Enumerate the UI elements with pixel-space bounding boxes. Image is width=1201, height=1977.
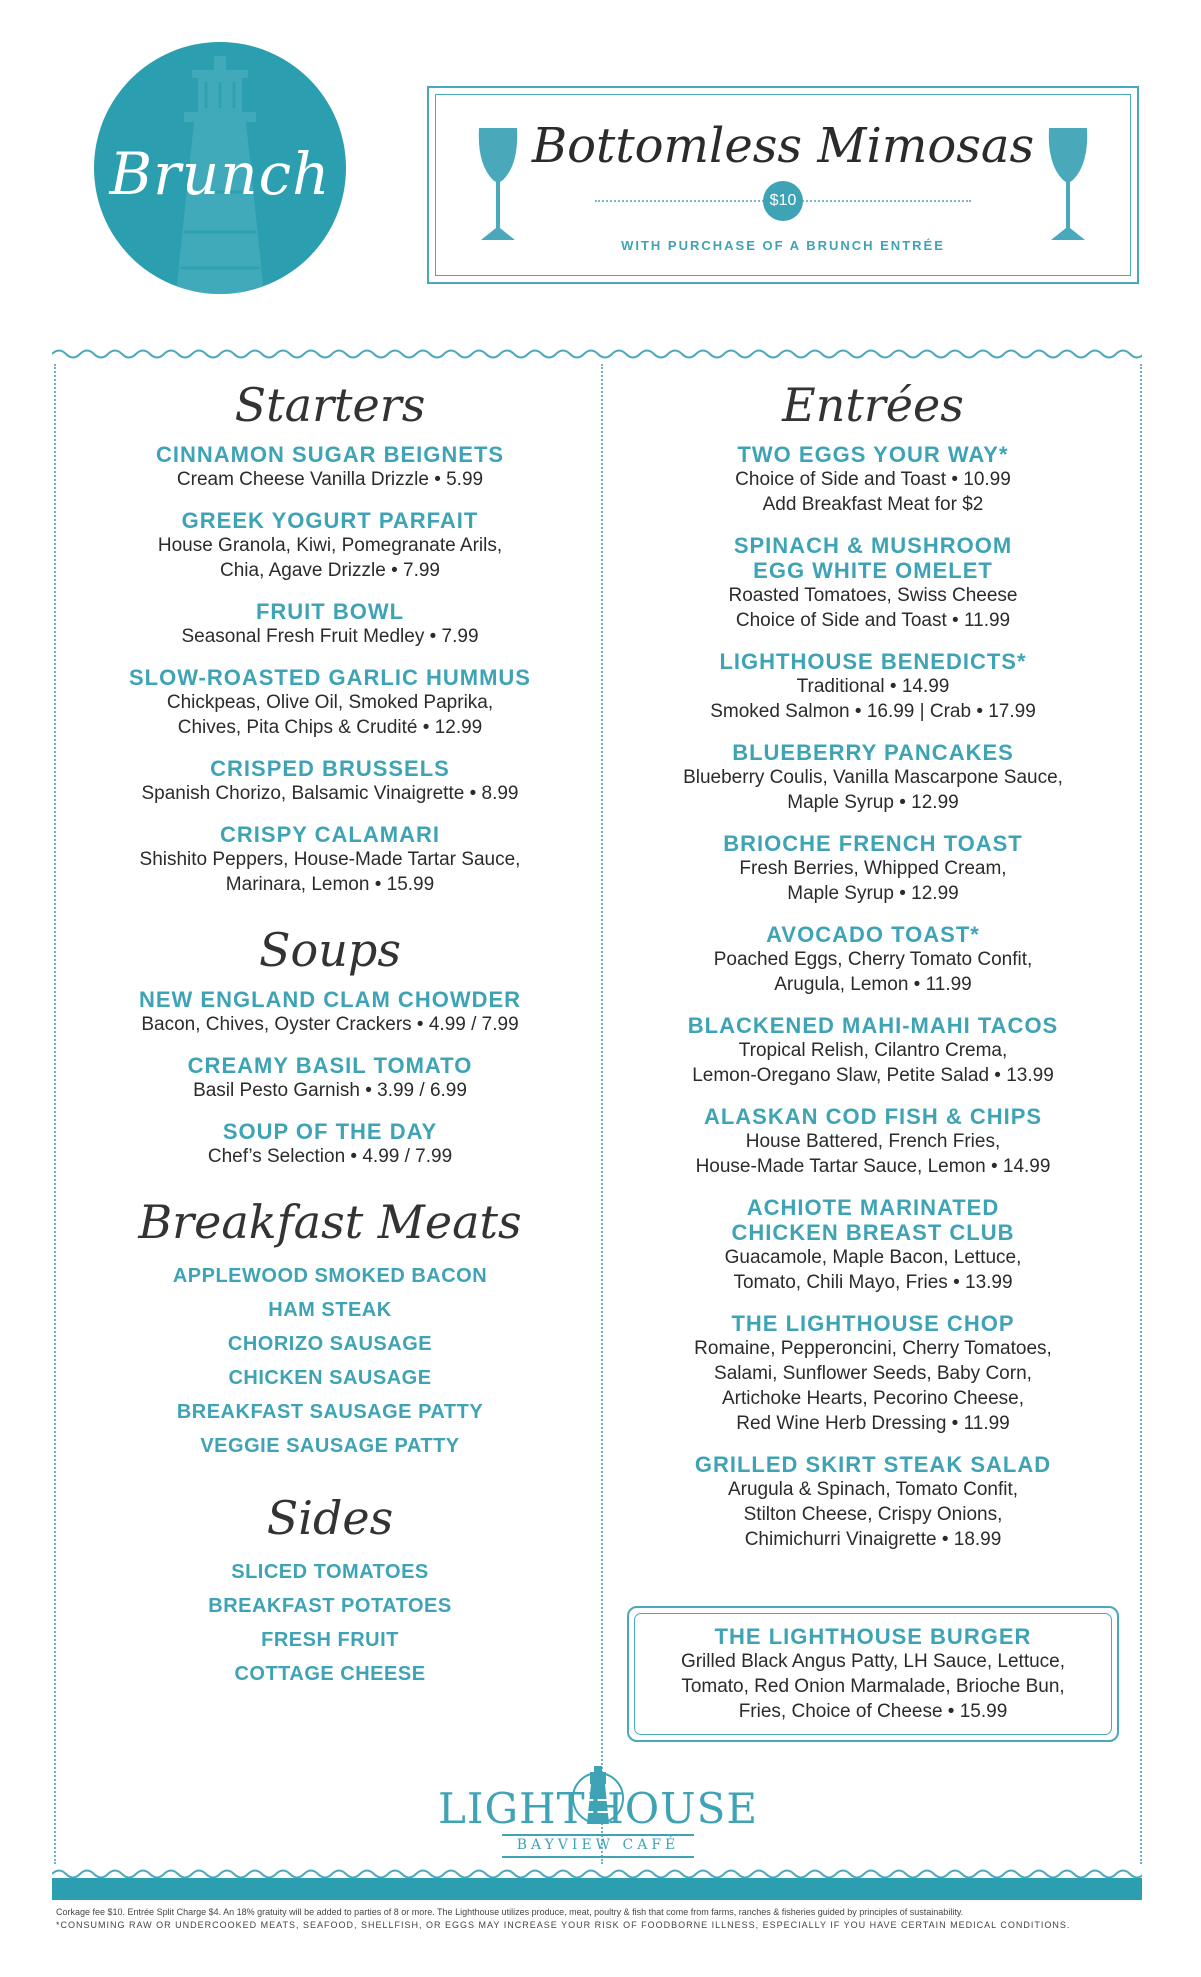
breakfast-meats-title: Breakfast Meats: [138, 1195, 522, 1249]
column-divider: [601, 364, 603, 1864]
entrees-list: [606, 442, 1140, 1552]
item-name: THE LIGHTHOUSE CHOP: [731, 1311, 1015, 1336]
item-description: Marinara, Lemon • 15.99: [225, 874, 435, 895]
menu-item: CHICKEN SAUSAGE: [228, 1367, 432, 1389]
item-description: Bacon, Chives, Oyster Crackers • 4.99 / 7.99: [141, 1014, 519, 1035]
item-name: GREEK YOGURT PARFAIT: [181, 508, 479, 533]
breakfast-meats-list: [60, 1259, 600, 1463]
soups-title: Soups: [259, 923, 401, 977]
menu-item: [60, 1053, 600, 1103]
featured-burger-box: [627, 1606, 1119, 1742]
menu-item: COTTAGE CHEESE: [234, 1663, 426, 1685]
menu-item: BREAKFAST POTATOES: [208, 1595, 452, 1617]
item-description: House Battered, French Fries,: [745, 1131, 1001, 1152]
sides-list: [60, 1555, 600, 1691]
item-name: AVOCADO TOAST*: [766, 922, 980, 947]
wave-divider: [52, 346, 1142, 362]
footer-band: [52, 1878, 1142, 1900]
item-description: Chives, Pita Chips & Crudité • 12.99: [177, 717, 483, 738]
item-name: TWO EGGS YOUR WAY*: [737, 442, 1009, 467]
brunch-title: Brunch: [109, 140, 331, 208]
item-description: House Granola, Kiwi, Pomegranate Arils,: [157, 535, 503, 556]
item-description: Smoked Salmon • 16.99 | Crab • 17.99: [710, 701, 1036, 722]
menu-item: VEGGIE SAUSAGE PATTY: [200, 1435, 460, 1457]
item-description: Maple Syrup • 12.99: [787, 883, 959, 904]
item-description: Choice of Side and Toast • 10.99: [735, 469, 1011, 490]
mimosa-price-badge: $10: [763, 181, 803, 221]
item-description: Chimichurri Vinaigrette • 18.99: [744, 1529, 1002, 1550]
item-description: Tropical Relish, Cilantro Crema,: [738, 1040, 1008, 1061]
item-description: Seasonal Fresh Fruit Medley • 7.99: [181, 626, 479, 647]
brunch-badge: [94, 42, 346, 294]
item-name: SOUP OF THE DAY: [222, 1119, 438, 1144]
item-description: Basil Pesto Garnish • 3.99 / 6.99: [193, 1080, 467, 1101]
left-column: [60, 368, 600, 1691]
item-description: Tomato, Chili Mayo, Fries • 13.99: [733, 1272, 1013, 1293]
item-description: Arugula, Lemon • 11.99: [774, 974, 972, 995]
menu-item: [606, 442, 1140, 517]
item-description: Add Breakfast Meat for $2: [762, 494, 984, 515]
menu-item: [60, 599, 600, 649]
footer-notes: [56, 1906, 1146, 1932]
item-description: Blueberry Coulis, Vanilla Mascarpone Sauce,: [683, 767, 1063, 788]
menu-item: APPLEWOOD SMOKED BACON: [172, 1265, 488, 1287]
item-description: Choice of Side and Toast • 11.99: [735, 610, 1011, 631]
left-dotted-border: [54, 364, 56, 1864]
item-description: Red Wine Herb Dressing • 11.99: [736, 1413, 1010, 1434]
menu-item: [606, 831, 1140, 906]
item-name: NEW ENGLAND CLAM CHOWDER: [138, 987, 522, 1012]
entrees-title: Entrées: [782, 378, 964, 432]
item-name: CRISPY CALAMARI: [220, 822, 440, 847]
item-name: BLUEBERRY PANCAKES: [732, 740, 1014, 765]
item-description: Fresh Berries, Whipped Cream,: [739, 858, 1007, 879]
sides-title: Sides: [266, 1491, 394, 1545]
item-name: SLOW-ROASTED GARLIC HUMMUS: [129, 665, 531, 690]
logo-word-house: HOUSE: [587, 1784, 758, 1833]
menu-item: [606, 1013, 1140, 1088]
menu-item: BREAKFAST SAUSAGE PATTY: [176, 1401, 484, 1423]
menu-item: [606, 1195, 1140, 1295]
item-description: Stilton Cheese, Crispy Onions,: [743, 1504, 1003, 1525]
item-description: Artichoke Hearts, Pecorino Cheese,: [721, 1388, 1025, 1409]
starters-title: Starters: [234, 378, 426, 432]
soups-list: [60, 987, 600, 1169]
item-description: Poached Eggs, Cherry Tomato Confit,: [713, 949, 1033, 970]
item-name: CHICKEN BREAST CLUB: [731, 1220, 1015, 1245]
menu-item: [606, 1311, 1140, 1436]
menu-item: CHORIZO SAUSAGE: [227, 1333, 433, 1355]
right-dotted-border: [1140, 364, 1142, 1864]
mimosa-promo: [427, 86, 1139, 284]
featured-content: [629, 1624, 1117, 1724]
menu-item: [60, 442, 600, 492]
menu-item: [60, 756, 600, 806]
item-description: Traditional • 14.99: [796, 676, 950, 697]
menu-item: [606, 1104, 1140, 1179]
logo-word-light: LIGHT: [438, 1784, 586, 1833]
right-column: [606, 368, 1140, 1568]
item-description: Roasted Tomatoes, Swiss Cheese: [728, 585, 1018, 606]
item-description: Maple Syrup • 12.99: [787, 792, 959, 813]
menu-item: [606, 1452, 1140, 1552]
featured-item-name: THE LIGHTHOUSE BURGER: [714, 1624, 1032, 1649]
mimosa-title: Bottomless Mimosas: [531, 118, 1035, 174]
item-description: Arugula & Spinach, Tomato Confit,: [727, 1479, 1019, 1500]
menu-item: [60, 508, 600, 583]
menu-item: [606, 740, 1140, 815]
item-description: Shishito Peppers, House-Made Tartar Sauce,: [139, 849, 521, 870]
featured-desc-line: Fries, Choice of Cheese • 15.99: [738, 1701, 1008, 1722]
item-name: SPINACH & MUSHROOM: [733, 533, 1013, 558]
menu-item: [60, 665, 600, 740]
menu-item: SLICED TOMATOES: [231, 1561, 429, 1583]
menu-item: [606, 649, 1140, 724]
menu-item: [60, 1119, 600, 1169]
featured-desc-line: Tomato, Red Onion Marmalade, Brioche Bun,: [681, 1676, 1065, 1697]
menu-item: [606, 922, 1140, 997]
item-name: CRISPED BRUSSELS: [210, 756, 450, 781]
item-description: Salami, Sunflower Seeds, Baby Corn,: [714, 1363, 1032, 1384]
item-description: Chia, Agave Drizzle • 7.99: [220, 560, 440, 581]
starters-list: [60, 442, 600, 897]
item-description: Guacamole, Maple Bacon, Lettuce,: [724, 1247, 1022, 1268]
item-description: Romaine, Pepperoncini, Cherry Tomatoes,: [694, 1338, 1052, 1359]
item-name: CINNAMON SUGAR BEIGNETS: [155, 442, 505, 467]
item-description: Chef’s Selection • 4.99 / 7.99: [207, 1146, 453, 1167]
footer-consumer-warning: *CONSUMING RAW OR UNDERCOOKED MEATS, SEAFOOD, SHELLFISH, OR EGGS MAY INCREASE YOUR RISK OF FOODBORNE ILLNESS, ESPECIALLY IF YOU HAVE CERTAIN MEDICAL CONDITIONS.: [56, 1920, 1071, 1930]
item-description: House-Made Tartar Sauce, Lemon • 14.99: [695, 1156, 1051, 1177]
item-name: BRIOCHE FRENCH TOAST: [723, 831, 1023, 856]
menu-item: [60, 987, 600, 1037]
item-name: GRILLED SKIRT STEAK SALAD: [694, 1452, 1052, 1477]
menu-item: HAM STEAK: [268, 1299, 392, 1321]
lighthouse-logo: [438, 1758, 758, 1854]
mimosa-subtitle: WITH PURCHASE OF A BRUNCH ENTRÉE: [621, 238, 945, 253]
item-description: Chickpeas, Olive Oil, Smoked Paprika,: [166, 692, 494, 713]
item-name: EGG WHITE OMELET: [753, 558, 993, 583]
footer-policy-text: Corkage fee $10. Entrée Split Charge $4. An 18% gratuity will be added to parties of 8 or more. The Lighthouse utilizes produce, meat, poultry & fish that come from farms, ranches & fisheries guided by principles of sustainability.: [56, 1907, 964, 1917]
menu-item: [60, 822, 600, 897]
item-description: Lemon-Oregano Slaw, Petite Salad • 13.99: [692, 1065, 1054, 1086]
menu-item: FRESH FRUIT: [261, 1629, 399, 1651]
featured-desc-line: Grilled Black Angus Patty, LH Sauce, Lettuce,: [680, 1651, 1066, 1672]
item-description: Spanish Chorizo, Balsamic Vinaigrette • 8.99: [141, 783, 519, 804]
item-name: FRUIT BOWL: [255, 599, 405, 624]
item-name: LIGHTHOUSE BENEDICTS*: [719, 649, 1027, 674]
item-description: Cream Cheese Vanilla Drizzle • 5.99: [176, 469, 484, 490]
item-name: BLACKENED MAHI-MAHI TACOS: [687, 1013, 1059, 1038]
item-name: ACHIOTE MARINATED: [746, 1195, 1000, 1220]
item-name: CREAMY BASIL TOMATO: [187, 1053, 473, 1078]
logo-subtitle: BAYVIEW CAFÉ: [502, 1834, 694, 1858]
item-name: ALASKAN COD FISH & CHIPS: [703, 1104, 1043, 1129]
menu-item: [606, 533, 1140, 633]
